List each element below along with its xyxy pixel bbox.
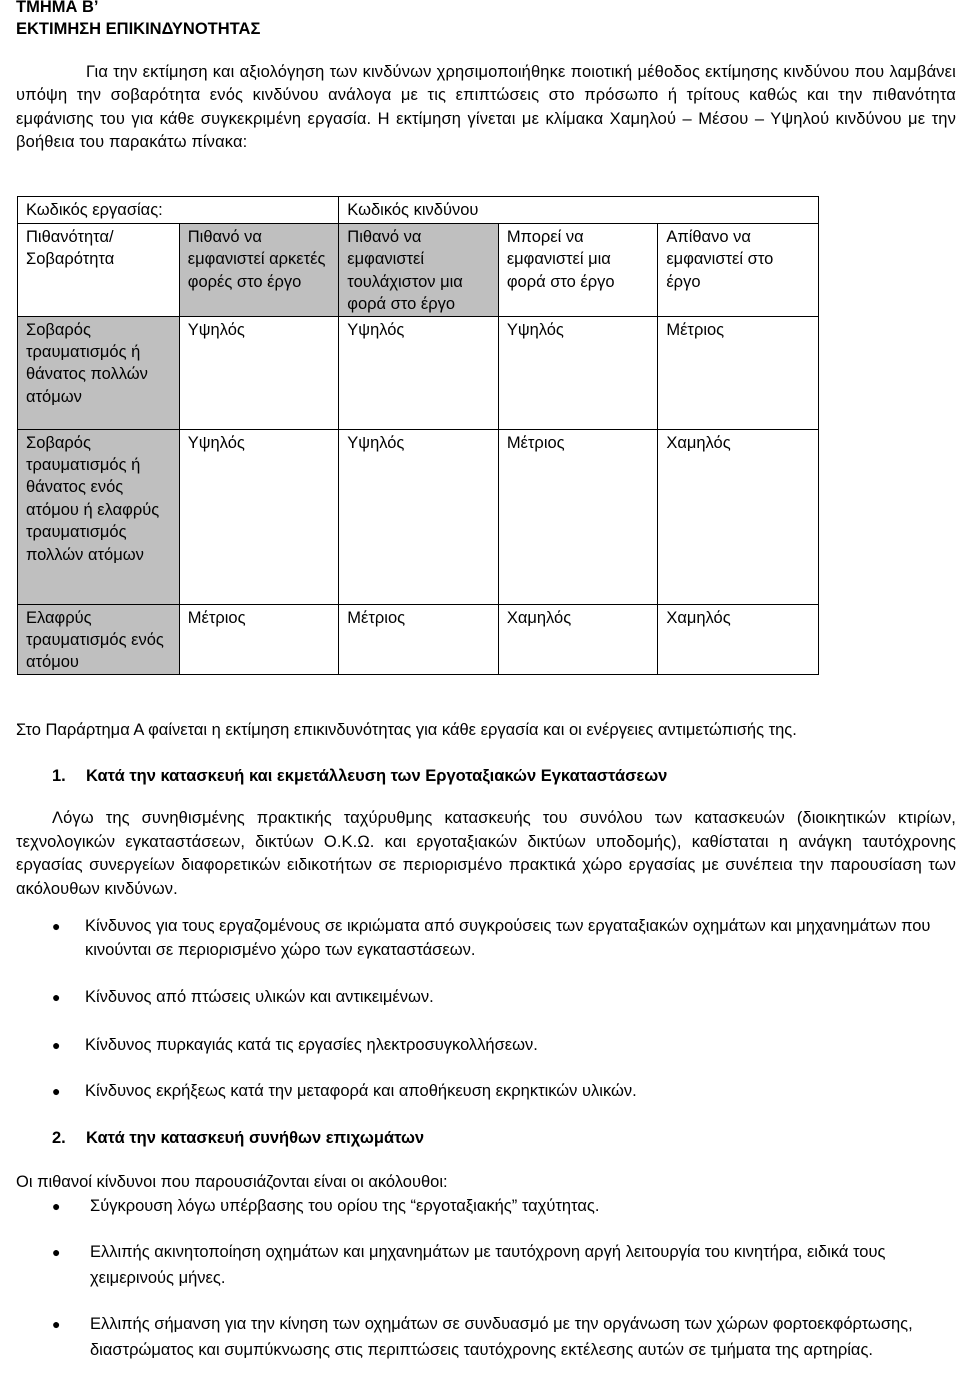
bullet-icon: ● bbox=[52, 1083, 61, 1099]
risk-level-cell: Υψηλός bbox=[179, 429, 339, 604]
severity-cell: Ελαφρύς τραυματισμός ενός ατόμου bbox=[18, 604, 180, 674]
risk-matrix bbox=[17, 196, 819, 675]
likelihood-header: Πιθανό να εμφανιστεί τουλάχιστον μια φορά στο έργο bbox=[339, 224, 499, 317]
risk-level-cell: Χαμηλός bbox=[658, 604, 819, 674]
work-code-label: Κωδικός εργασίας: bbox=[26, 201, 163, 219]
bullet-icon: ● bbox=[52, 1316, 61, 1332]
likelihood-header: Απίθανο να εμφανιστεί στο έργο bbox=[658, 224, 819, 317]
list-item-text: Ελλιπής σήμανση για την κίνηση των οχημάτων σε συνδυασμό με την οργάνωση των χώρων φορτοεκφόρτωσης, διαστρώματος και συμπύκνωσης στις περιπτώσεις ταυτόχρονης εκτέλεσης αυτών σε τμήματα της αρτηρίας. bbox=[90, 1315, 913, 1359]
corner-cell bbox=[18, 224, 180, 317]
paragraph-1: Λόγω της συνηθισμένης πρακτικής ταχύρυθμης κατασκευής του συνόλου των κατασκευών (διοικητικών κτιρίων, τεχνολογικών εγκαταστάσεων, δικτύων Ο.Κ.Ω. και εργοταξιακών δικτύων υποδομής), καθίσταται η ανάγκη ταυτόχρονης εργασίας συνεργείων διαφορετικών ειδικοτήτων σε περιορισμένο πρακτικά χώρο εργασίας με συνέπεια την παρουσίαση των ακόλουθων κινδύνων. bbox=[16, 809, 956, 898]
heading-2 bbox=[52, 1127, 424, 1149]
risk-level-cell: Υψηλός bbox=[179, 316, 339, 429]
bullet-icon: ● bbox=[52, 989, 61, 1005]
bullet-icon: ● bbox=[52, 918, 61, 934]
list-item-text: Κίνδυνος πυρκαγιάς κατά τις εργασίες ηλεκτροσυγκολλήσεων. bbox=[85, 1036, 538, 1054]
heading-2-number: 2. bbox=[52, 1129, 66, 1147]
annex-note: Στο Παράρτημα Α φαίνεται η εκτίμηση επικινδυνότητας για κάθε εργασία και οι ενέργειες αντιμετώπισής της. bbox=[16, 721, 797, 739]
heading-1 bbox=[52, 765, 667, 787]
risk-level-cell: Μέτριος bbox=[179, 604, 339, 674]
work-code-cell bbox=[18, 197, 339, 224]
risk-level-cell: Μέτριος bbox=[339, 604, 499, 674]
likelihood-header: Μπορεί να εμφανιστεί μια φορά στο έργο bbox=[498, 224, 658, 317]
list-item-text: Ελλιπής ακινητοποίηση οχημάτων και μηχανημάτων με ταυτόχρονη αργή λειτουργία του κινητήρα, ειδικά τους χειμερινούς μήνες. bbox=[90, 1243, 886, 1287]
list-item-text: Κίνδυνος για τους εργαζομένους σε ικριώματα από συγκρούσεις των εργαταξιακών οχημάτων και μηχανημάτων που κινούνται σε περιορισμένο χώρο των εγκαταστάσεων. bbox=[85, 917, 931, 959]
risk-level-cell: Χαμηλός bbox=[498, 604, 658, 674]
section-label: ΤΜΗΜΑ Β’ bbox=[16, 0, 99, 16]
bullet-icon: ● bbox=[52, 1037, 61, 1053]
list-item-text: Σύγκρουση λόγω υπέρβασης του ορίου της “εργοταξιακής” ταχύτητας. bbox=[90, 1197, 600, 1215]
table-row bbox=[18, 429, 819, 604]
bullet-icon: ● bbox=[52, 1198, 61, 1214]
risk-code-cell bbox=[339, 197, 819, 224]
table-row bbox=[18, 316, 819, 429]
section-heading bbox=[16, 0, 260, 40]
list-item-text: Κίνδυνος εκρήξεως κατά την μεταφορά και αποθήκευση εκρηκτικών υλικών. bbox=[85, 1082, 637, 1100]
intro-paragraph: Για την εκτίμηση και αξιολόγηση των κινδύνων χρησιμοποιήθηκε ποιοτική μέθοδος εκτίμησης κινδύνου που λαμβάνει υπόψη την σοβαρότητα ενός κινδύνου ανάλογα με τις επιπτώσεις στο πρόσωπο ή τρίτους καθώς και την πιθανότητα εμφάνισης του για κάθε συγκεκριμένη εργασία. Η εκτίμηση γίνεται με κλίμακα Χαμηλού – Μέσου – Υψηλού κινδύνου με την βοήθεια του παρακάτω πίνακα: bbox=[16, 63, 956, 152]
severity-cell: Σοβαρός τραυματισμός ή θάνατος πολλών ατόμων bbox=[18, 316, 180, 429]
risk-level-cell: Υψηλός bbox=[339, 429, 499, 604]
likelihood-header: Πιθανό να εμφανιστεί αρκετές φορές στο έργο bbox=[179, 224, 339, 317]
risk-level-cell: Χαμηλός bbox=[658, 429, 819, 604]
table-row bbox=[18, 604, 819, 674]
intro-paragraph-block bbox=[16, 61, 956, 155]
risk-level-cell: Μέτριος bbox=[498, 429, 658, 604]
risk-level-cell: Υψηλός bbox=[498, 316, 658, 429]
intro-2: Οι πιθανοί κίνδυνοι που παρουσιάζονται είναι οι ακόλουθοι: bbox=[16, 1173, 448, 1191]
severity-cell: Σοβαρός τραυματισμός ή θάνατος ενός ατόμου ή ελαφρύς τραυματισμός πολλών ατόμων bbox=[18, 429, 180, 604]
list-item-text: Κίνδυνος από πτώσεις υλικών και αντικειμένων. bbox=[85, 988, 434, 1006]
bullet-icon: ● bbox=[52, 1244, 61, 1260]
heading-1-number: 1. bbox=[52, 767, 66, 785]
heading-1-text: Κατά την κατασκευή και εκμετάλλευση των Εργοταξιακών Εγκαταστάσεων bbox=[86, 767, 668, 785]
risk-level-cell: Μέτριος bbox=[658, 316, 819, 429]
risk-level-cell: Υψηλός bbox=[339, 316, 499, 429]
heading-2-text: Κατά την κατασκευή συνήθων επιχωμάτων bbox=[86, 1129, 425, 1147]
section-title: ΕΚΤΙΜΗΣΗ ΕΠΙΚΙΝΔΥΝΟΤΗΤΑΣ bbox=[16, 20, 261, 38]
corner-label: Πιθανότητα/ Σοβαρότητα bbox=[26, 228, 115, 269]
risk-matrix-table bbox=[17, 196, 819, 674]
risk-code-label: Κωδικός κινδύνου bbox=[347, 201, 479, 219]
